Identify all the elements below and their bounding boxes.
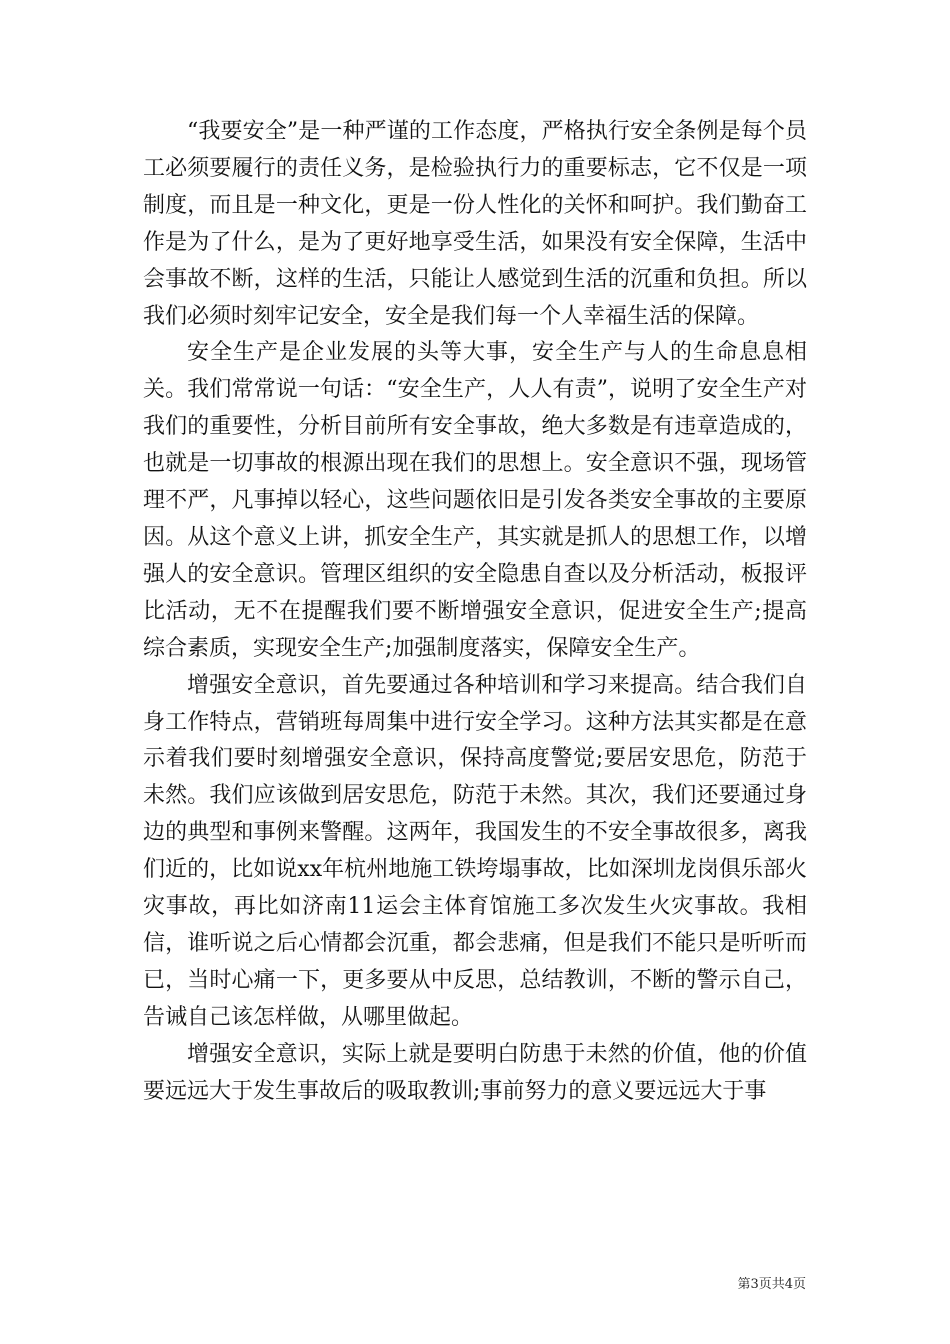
page-number-footer: 第3页共4页 (737, 1277, 806, 1292)
paragraph-4: 增强安全意识，实际上就是要明白防患于未然的价值，他的价值要远远大于发生事故后的吸取教训;事前努力的意义要远远大于事 (143, 1041, 807, 1104)
paragraph-1: “我要安全”是一种严谨的工作态度，严格执行安全条例是每个员工必须要履行的责任义务，是检验执行力的重要标志，它不仅是一项制度，而且是一种文化，更是一份人性化的关怀和呵护。我们勤奋工作是为了什么，是为了更好地享受生活，如果没有安全保障，生活中会事故不断，这样的生活，只能让人感觉到生活的沉重和负担。所以我们必须时刻牢记安全，安全是我们每一个人幸福生活的保障。 (143, 119, 807, 329)
document-body (143, 114, 807, 1110)
paragraph-3: 增强安全意识，首先要通过各种培训和学习来提高。结合我们自身工作特点，营销班每周集中进行安全学习。这种方法其实都是在意示着我们要时刻增强安全意识，保持高度警觉;要居安思危，防范于未然。我们应该做到居安思危，防范于未然。其次，我们还要通过身边的典型和事例来警醒。这两年，我国发生的不安全事故很多，离我们近的，比如说xx年杭州地施工铁垮塌事故，比如深圳龙岗俱乐部火灾事故，再比如济南11运会主体育馆施工多次发生火灾事故。我相信，谁听说之后心情都会沉重，都会悲痛，但是我们不能只是听听而已，当时心痛一下，更多要从中反思，总结教训，不断的警示自己，告诫自己该怎样做，从哪里做起。 (143, 672, 807, 1030)
paragraph-2: 安全生产是企业发展的头等大事，安全生产与人的生命息息相关。我们常常说一句话：“安全生产，人人有责”，说明了安全生产对我们的重要性，分析目前所有安全事故，绝大多数是有违章造成的，也就是一切事故的根源出现在我们的思想上。安全意识不强，现场管理不严，凡事掉以轻心，这些问题依旧是引发各类安全事故的主要原因。从这个意义上讲，抓安全生产，其实就是抓人的思想工作，以增强人的安全意识。管理区组织的安全隐患自查以及分析活动，板报评比活动，无不在提醒我们要不断增强安全意识，促进安全生产;提高综合素质，实现安全生产;加强制度落实，保障安全生产。 (143, 340, 807, 661)
